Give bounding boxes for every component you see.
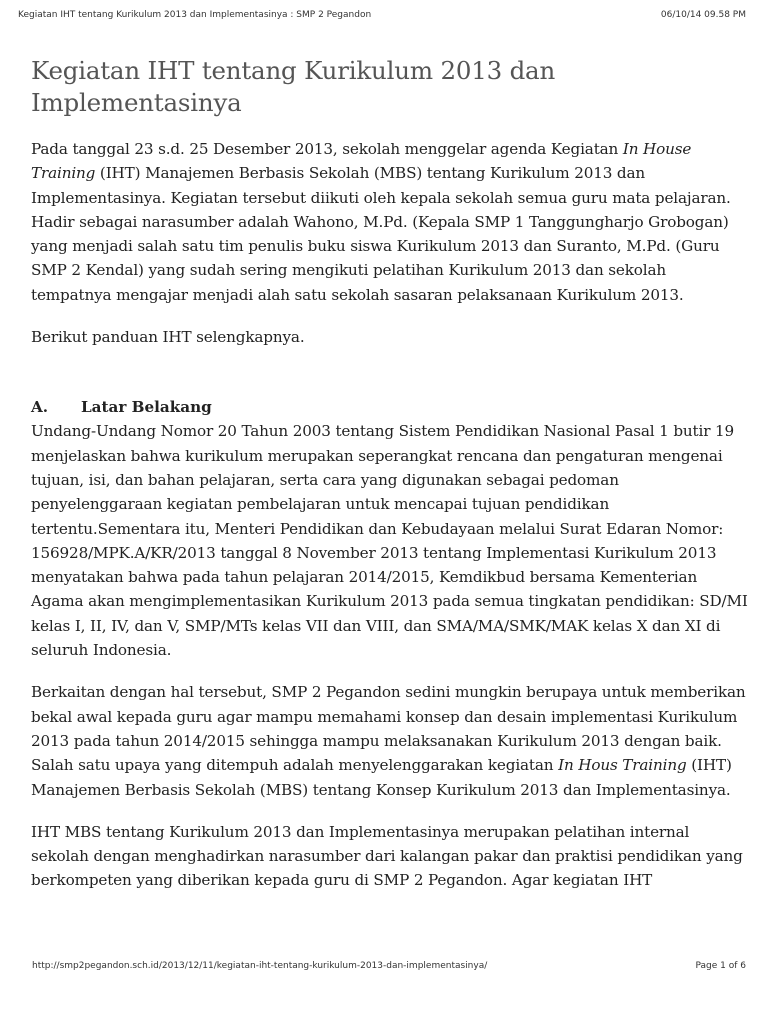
section-a-title: Latar Belakang: [81, 398, 212, 417]
print-header: [0, 10, 768, 24]
para2-text-1: Berkaitan dengan hal tersebut, SMP 2 Pegandon sedini mungkin berupaya untuk memberikan bekal awal kepada guru agar mampu memahami konsep dan desain implementasi Kurikulum 2013 pada tahun 2014/2015 sehingga mampu melaksanakan Kurikulum 2013 dengan baik. Salah satu upaya yang ditempuh adalah menyelenggarakan kegiatan: [31, 683, 746, 775]
para2-italic-term: In Hous Training: [558, 756, 687, 775]
intro-text-1: Pada tanggal 23 s.d. 25 Desember 2013, sekolah menggelar agenda Kegiatan: [31, 140, 623, 158]
print-header-title: Kegiatan IHT tentang Kurikulum 2013 dan Implementasinya : SMP 2 Pegandon: [18, 10, 372, 20]
source-url-link[interactable]: http://smp2pegandon.sch.id/2013/12/11/kegiatan-iht-tentang-kurikulum-2013-dan-implementasinya/: [32, 961, 488, 971]
intro-paragraph: [31, 137, 751, 307]
section-a-paragraph-2: [31, 680, 751, 801]
article: [31, 55, 751, 911]
section-a-heading: [31, 395, 751, 419]
article-title: Kegiatan IHT tentang Kurikulum 2013 dan Implementasinya: [31, 56, 556, 117]
intro-text-2: (IHT) Manajemen Berbasis Sekolah (MBS) tentang Kurikulum 2013 dan Implementasinya. Kegiatan tersebut diikuti oleh kepala sekolah semua guru mata pelajaran. Hadir sebagai narasumber adalah Wahono, M.Pd. (Kepala SMP 1 Tanggungharjo Grobogan) yang menjadi salah satu tim penulis buku siswa Kurikulum 2013 dan Suranto, M.Pd. (Guru SMP 2 Kendal) yang sudah sering mengikuti pelatihan Kurikulum 2013 dan sekolah tempatnya mengajar menjadi alah satu sekolah sasaran pelaksanaan Kurikulum 2013.: [31, 164, 731, 304]
section-a-letter: A.: [31, 398, 49, 417]
panduan-paragraph: Berikut panduan IHT selengkapnya.: [31, 328, 305, 347]
para2-text-2: (IHT) Manajemen Berbasis Sekolah (MBS) tentang Konsep Kurikulum 2013 dan Implementasinya.: [31, 756, 732, 799]
section-a-paragraph-1: Undang-Undang Nomor 20 Tahun 2003 tentang Sistem Pendidikan Nasional Pasal 1 butir 19 menjelaskan bahwa kurikulum merupakan seperangkat rencana dan pengaturan mengenai tujuan, isi, dan bahan pelajaran, serta cara yang digunakan sebagai pedoman penyelenggaraan kegiatan pembelajaran untuk mencapai tujuan pendidikan tertentu.Sementara itu, Menteri Pendidikan dan Kebudayaan melalui Surat Edaran Nomor: 156928/MPK.A/KR/2013 tanggal 8 November 2013 tentang Implementasi Kurikulum 2013 menyatakan bahwa pada tahun pelajaran 2014/2015, Kemdikbud bersama Kementerian Agama akan mengimplementasikan Kurikulum 2013 pada semua tingkatan pendidikan: SD/MI kelas I, II, IV, dan V, SMP/MTs kelas VII dan VIII, dan SMA/MA/SMK/MAK kelas X dan XI di seluruh Indonesia.: [31, 422, 748, 660]
intro-italic-term: In House Training: [31, 140, 692, 183]
print-header-timestamp: 06/10/14 09.58 PM: [660, 10, 746, 20]
page-number: Page 1 of 6: [695, 961, 746, 971]
section-a-paragraph-3: IHT MBS tentang Kurikulum 2013 dan Implementasinya merupakan pelatihan internal sekolah dengan menghadirkan narasumber dari kalangan pakar dan praktisi pendidikan yang berkompeten yang diberikan kepada guru di SMP 2 Pegandon. Agar kegiatan IHT: [31, 822, 743, 890]
spacer: [31, 349, 751, 395]
